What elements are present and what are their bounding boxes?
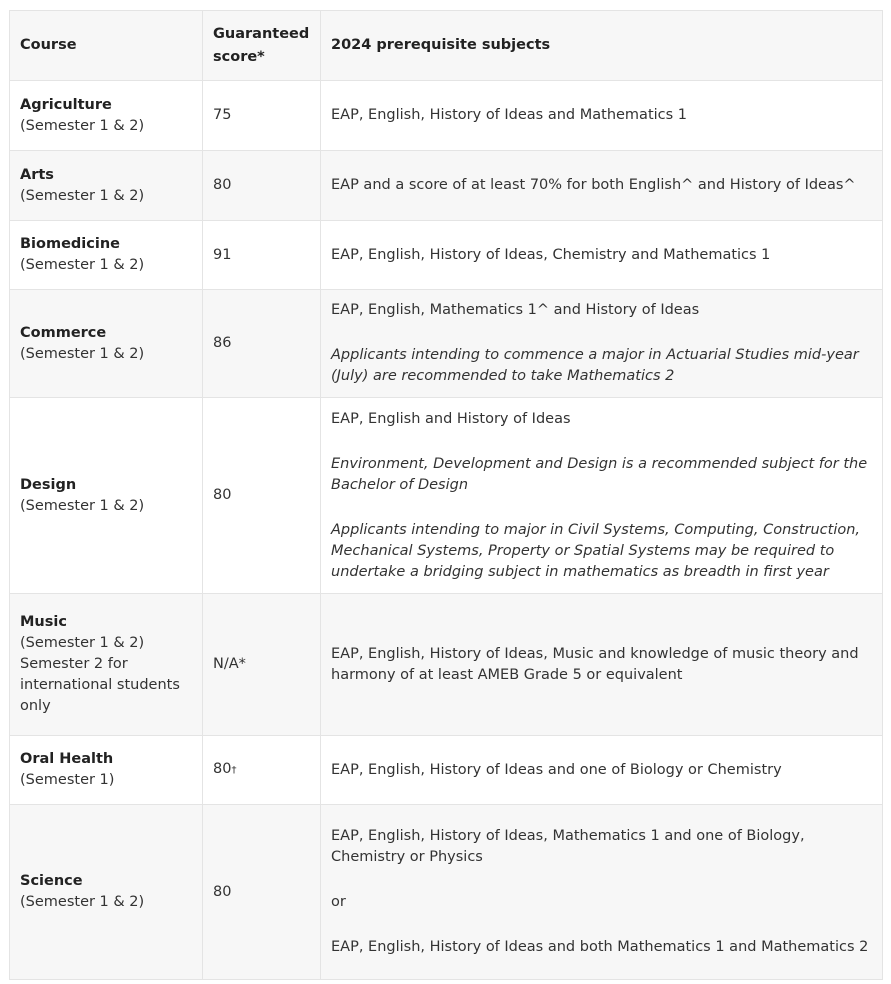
prerequisite-text: EAP, English and History of Ideas <box>331 410 571 427</box>
table-row <box>10 736 883 805</box>
course-cell <box>10 81 203 151</box>
course-name: Oral Health <box>20 751 114 767</box>
guaranteed-score: 80 <box>213 761 232 777</box>
course-name: Design <box>20 476 77 493</box>
header-guaranteed-score: Guaranteed score* <box>203 11 321 81</box>
table-row <box>10 221 883 290</box>
prereq-cell <box>321 151 883 221</box>
prerequisite-text: EAP, English, History of Ideas, Chemistry and Mathematics 1 <box>331 246 771 263</box>
course-cell <box>10 736 203 805</box>
course-name: Arts <box>20 166 54 183</box>
guaranteed-score: 80 <box>213 883 232 900</box>
course-semester: (Semester 1 & 2) <box>20 894 145 910</box>
score-cell <box>203 81 321 151</box>
course-cell <box>10 151 203 221</box>
course-semester-note: Semester 2 for international students only <box>20 656 180 714</box>
course-semester: (Semester 1 & 2) <box>20 117 145 134</box>
course-name: Science <box>20 873 83 889</box>
prereq-cell <box>321 594 883 736</box>
prerequisite-note: Applicants intending to major in Civil Systems, Computing, Construction, Mechanical Systems, Property or Spatial Systems may be required to undertake a bridging subject in mathematics as breadth in first year <box>331 521 861 580</box>
dagger-footnote-mark: † <box>231 765 237 776</box>
prerequisite-text: EAP, English, History of Ideas, Music and knowledge of music theory and harmony of at least AMEB Grade 5 or equivalent <box>331 645 859 683</box>
header-course: Course <box>10 11 203 81</box>
prerequisite-text: EAP, English, History of Ideas, Mathematics 1 and one of Biology, Chemistry or Physics <box>331 828 805 865</box>
course-semester: (Semester 1 & 2) <box>20 345 145 362</box>
score-cell <box>203 151 321 221</box>
table-row <box>10 398 883 594</box>
prereq-cell <box>321 398 883 594</box>
prerequisite-text: EAP, English, History of Ideas and one of Biology or Chemistry <box>331 761 782 778</box>
header-prerequisite-subjects: 2024 prerequisite subjects <box>321 11 883 81</box>
prerequisite-note: Environment, Development and Design is a recommended subject for the Bachelor of Design <box>331 455 868 493</box>
prereq-cell <box>321 805 883 980</box>
prerequisite-text-alternative: EAP, English, History of Ideas and both Mathematics 1 and Mathematics 2 <box>331 939 869 955</box>
guaranteed-score: 80 <box>213 487 232 503</box>
prerequisite-note: Applicants intending to commence a major in Actuarial Studies mid-year (July) are recommended to take Mathematics 2 <box>331 347 859 384</box>
prerequisite-text: EAP, English, Mathematics 1^ and History of Ideas <box>331 302 700 318</box>
course-semester: (Semester 1 & 2) <box>20 635 145 651</box>
course-name: Music <box>20 614 67 630</box>
course-cell <box>10 594 203 736</box>
prerequisites-table <box>9 10 883 980</box>
table-header-row <box>10 11 883 81</box>
score-cell <box>203 398 321 594</box>
score-cell <box>203 221 321 290</box>
table-row <box>10 151 883 221</box>
prerequisite-text: EAP, English, History of Ideas and Mathematics 1 <box>331 107 688 123</box>
prerequisite-text: EAP and a score of at least 70% for both English^ and History of Ideas^ <box>331 177 856 193</box>
table-row <box>10 290 883 398</box>
course-cell <box>10 398 203 594</box>
guaranteed-score: 91 <box>213 246 232 263</box>
course-semester: (Semester 1 & 2) <box>20 187 145 204</box>
course-name: Commerce <box>20 324 107 341</box>
course-name: Agriculture <box>20 96 112 113</box>
prerequisite-separator: or <box>331 894 346 910</box>
table-row <box>10 81 883 151</box>
score-cell <box>203 594 321 736</box>
course-cell <box>10 221 203 290</box>
score-cell <box>203 736 321 805</box>
table-row <box>10 594 883 736</box>
guaranteed-score: 86 <box>213 335 232 351</box>
prereq-cell <box>321 736 883 805</box>
course-cell <box>10 805 203 980</box>
course-semester: (Semester 1 & 2) <box>20 497 145 514</box>
course-name: Biomedicine <box>20 236 120 252</box>
course-semester: (Semester 1 & 2) <box>20 257 145 273</box>
prereq-cell <box>321 81 883 151</box>
table-row <box>10 805 883 980</box>
course-cell <box>10 290 203 398</box>
score-cell <box>203 805 321 980</box>
guaranteed-score: N/A* <box>213 656 246 672</box>
prereq-cell <box>321 221 883 290</box>
guaranteed-score: 80 <box>213 177 232 193</box>
prereq-cell <box>321 290 883 398</box>
guaranteed-score: 75 <box>213 107 232 123</box>
score-cell <box>203 290 321 398</box>
course-semester: (Semester 1) <box>20 772 115 788</box>
